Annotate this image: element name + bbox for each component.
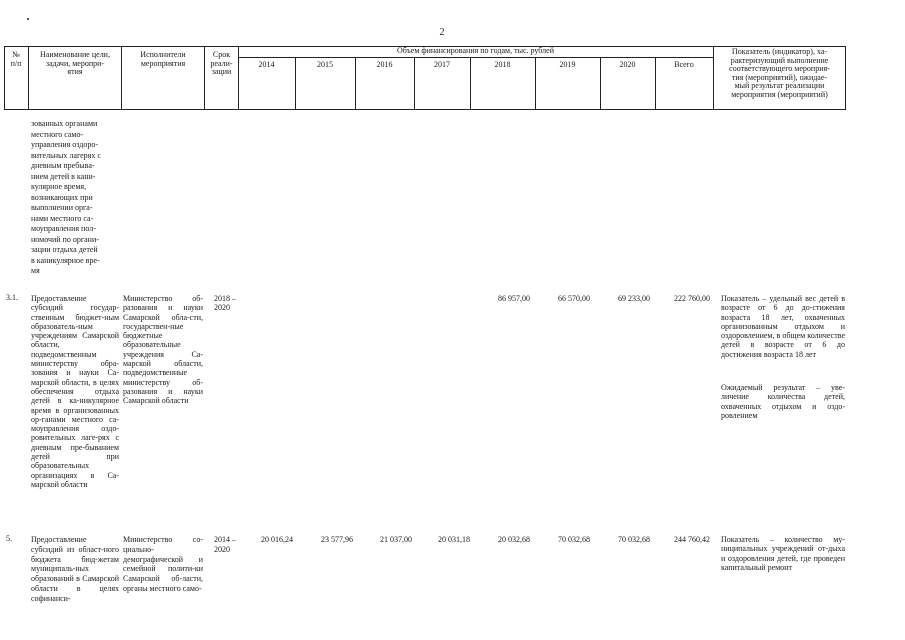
header-year-2019: 2019 (559, 60, 576, 69)
header-term: Срок реали- зации (210, 50, 233, 76)
row-indicator: Показатель – удельный вес детей в возрасте от 6 до до-стижения возраста 18 лет, охваченных организованным отдыхом и оздоровлением, в общем количестве детей в возрасте от 6 до достижения возраста 18 лет (721, 294, 845, 359)
header-year-2016: 2016 (376, 60, 393, 69)
header-name: Наименование цели, задачи, меропри- ятия (40, 50, 110, 76)
header-num: № п/п (10, 50, 22, 68)
row-expected-result: Ожидаемый результат – уве-личение количества детей, охваченных отдыхом и оздо-ровлением (721, 383, 845, 420)
row-executors: Министерство об-разования и науки Самарской обла-сти, государствен-ные бюджетные образовательные учреждения Са-марской области, подведомственные министерству об-разования и науки Самарской области (123, 294, 203, 406)
row-value-2019: 66 570,00 (558, 294, 590, 303)
header-year-2014: 2014 (258, 60, 275, 69)
page-number: 2 (439, 27, 445, 38)
row-value-2020: 69 233,00 (618, 294, 650, 303)
row-value-2016: 21 037,00 (380, 535, 412, 544)
row-indicator: Показатель – количество му-ниципальных учреждений от-дыха и оздоровления детей, где проведен капитальный ремонт (721, 535, 845, 572)
row-value-total: 222 760,00 (674, 294, 710, 303)
header-year-2020: 2020 (619, 60, 636, 69)
row-term: 2014 – 2020 (214, 535, 236, 554)
row-value-2015: 23 577,96 (321, 535, 353, 544)
row-number: 3.1. (6, 293, 18, 302)
header-financing: Объем финансирования по годам, тыс. рублей (397, 46, 554, 55)
header-total: Всего (674, 60, 694, 69)
scan-dot (27, 18, 29, 20)
row-value-2017: 20 031,18 (438, 535, 470, 544)
row-value-2018: 20 032,68 (498, 535, 530, 544)
header-indicator: Показатель (индикатор), ха- рактеризующий выполнение соответствующего мероприя- тия (мероприятий), ожидае- мый результат реализации мероприятия (мероприятий) (729, 47, 830, 99)
row-number: 5. (6, 534, 12, 543)
header-year-2017: 2017 (434, 60, 450, 69)
row-term: 2018 – 2020 (214, 294, 236, 313)
row-value-total: 244 760,42 (674, 535, 710, 544)
continued-task-text: зованных органами местного само- управления оздоро- вительных лагерях с дневным пребыва- нием детей в кани- кулярное время, возникающих при выполнении орга- нами местного са- моуправления пол- номочий по органи- зации отдыха детей в каникулярное вре- мя (31, 119, 101, 275)
row-value-2020: 70 032,68 (618, 535, 650, 544)
row-value-2019: 70 032,68 (558, 535, 590, 544)
header-executors: Исполнители мероприятия (140, 50, 186, 68)
header-year-2018: 2018 (494, 60, 511, 69)
row-activity-name: Предоставление субсидий из област-ного бюджета бюд-жетам муниципаль-ных образований в Самарской области в целях софинанси- (31, 535, 119, 603)
row-activity-name: Предоставление субсидий государ-ственным бюджет-ным образователь-ным учреждениям Самарской области, подведомственным министерству обра-зования и науки Са-марской области, в целях обеспечения отдыха детей в ка-никулярное время в организованных ор-ганами местного са-моуправления оздо-ровительных лаге-рях с дневным пре-быванием детей при образовательных организациях в Са-марской области (31, 294, 119, 489)
row-executors: Министерство со-циально-демографической и семейной полити-ки Самарской об-ласти, органы местного само- (123, 535, 203, 593)
header-year-2015: 2015 (317, 60, 333, 69)
row-value-2018: 86 957,00 (498, 294, 530, 303)
row-value-2014: 20 016,24 (261, 535, 293, 544)
